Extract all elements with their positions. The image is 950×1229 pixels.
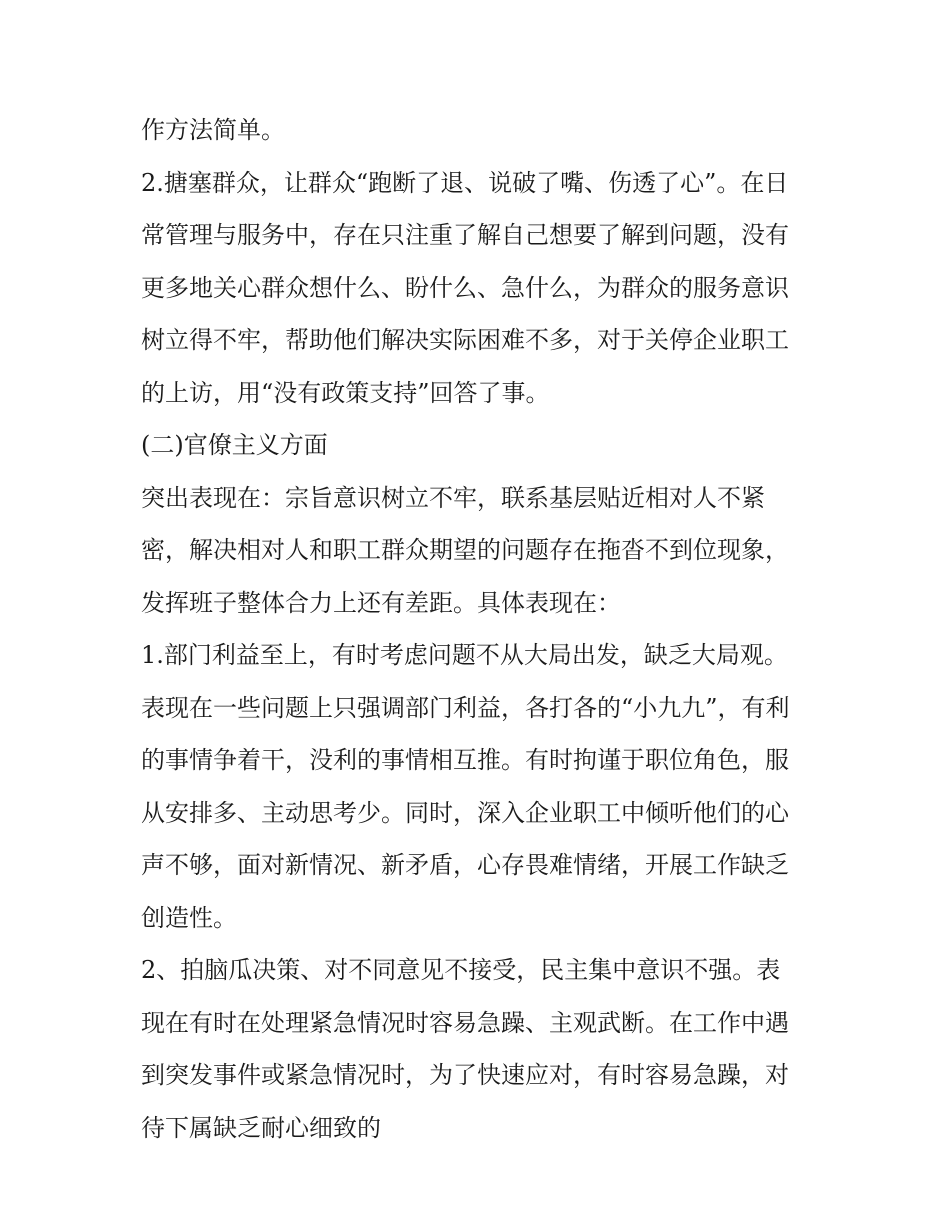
document-body [141,104,821,1154]
section-heading: (二)官僚主义方面 [141,431,328,459]
text-line-13: 的事情争着干，没利的事情相互推。有时拘谨于职位角色，服 [141,746,789,774]
text-line-19: 到突发事件或紧急情况时，为了快速应对，有时容易急躁，对 [141,1061,789,1089]
text-line-5: 树立得不牢，帮助他们解决实际困难不多，对于关停企业职工 [141,326,789,354]
text-line-16: 创造性。 [141,903,237,932]
text-line-8: 突出表现在：宗旨意识树立不牢，联系基层贴近相对人不紧 [141,483,765,512]
text-line-11: 1.部门利益至上，有时考虑问题不从大局出发，缺乏大局观。 [141,641,788,669]
text-line-9: 密，解决相对人和职工群众期望的问题存在拖沓不到位现象， [141,536,789,564]
text-line-6: 的上访，用“没有政策支持”回答了事。 [141,378,550,407]
text-line-12: 表现在一些问题上只强调部门利益，各打各的“小九九”，有利 [141,693,790,722]
text-line-20: 待下属缺乏耐心细致的 [141,1113,381,1142]
text-line-14: 从安排多、主动思考少。同时，深入企业职工中倾听他们的心 [141,798,789,827]
text-line-4: 更多地关心群众想什么、盼什么、急什么，为群众的服务意识 [141,273,789,302]
text-line-3: 常管理与服务中，存在只注重了解自己想要了解到问题，没有 [141,221,789,249]
text-line-17: 2、拍脑瓜决策、对不同意见不接受，民主集中意识不强。表 [141,956,781,984]
text-line-18: 现在有时在处理紧急情况时容易急躁、主观武断。在工作中遇 [141,1008,789,1037]
text-line-15: 声不够，面对新情况、新矛盾，心存畏难情绪，开展工作缺乏 [141,851,789,879]
text-line-1: 作方法简单。 [141,116,285,144]
text-line-2: 2.搪塞群众，让群众“跑断了退、说破了嘴、伤透了心”。在日 [141,168,789,197]
text-line-10: 发挥班子整体合力上还有差距。具体表现在： [141,588,621,617]
